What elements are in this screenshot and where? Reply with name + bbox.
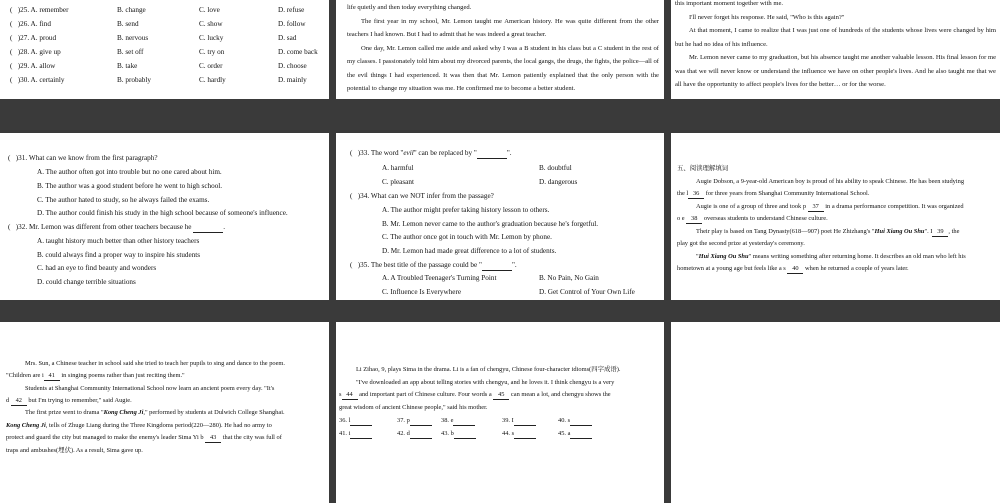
answer-blank-44: 44: [342, 390, 358, 400]
page-6: [671, 133, 1000, 300]
answer-label: 36. l: [339, 417, 351, 424]
page-9-blank: [671, 322, 1000, 503]
option-c: C. Influence Is Everywhere: [382, 288, 462, 296]
option-d: D. mainly: [278, 76, 307, 84]
answer-blank: [482, 261, 512, 271]
option-c: C. had an eye to find beauty and wonders: [37, 264, 157, 272]
question-number: ( )26. A. find: [10, 20, 51, 28]
answer-blank-39: 39: [932, 227, 948, 237]
drama-title: Kong Cheng Ji: [6, 422, 46, 429]
text-fragment: o e: [677, 215, 685, 222]
page-5: [336, 133, 664, 300]
text-fragment: ": [696, 253, 699, 260]
answer-line: [350, 416, 372, 426]
answer-label: 44. s: [502, 430, 515, 437]
option-c: C. lucky: [199, 34, 224, 42]
option-b: B. change: [117, 6, 146, 14]
text-fragment: in a drama performance competition. It was organized: [825, 203, 964, 210]
text-fragment: the l: [677, 190, 689, 197]
question-number: ( )25. A. remember: [10, 6, 69, 14]
answer-line: [453, 416, 475, 426]
option-b: B. No Pain, No Gain: [539, 274, 599, 282]
option-a: A. harmful: [382, 164, 414, 172]
text-fragment: "Children are i: [6, 372, 44, 379]
answer-blank-38: 38: [686, 214, 702, 224]
text-fragment: protect and guard the city but managed to make the enemy's leader Sima Yi b: [6, 434, 204, 441]
text-fragment: and important part of Chinese culture. Four words a: [359, 391, 492, 398]
quoted-word: evil: [403, 149, 414, 157]
text-fragment: Augie is one of a group of three and took p: [696, 203, 807, 210]
option-c: C. The author once got in touch with Mr. Lemon by phone.: [382, 233, 552, 241]
answer-label: 40. s: [558, 417, 571, 424]
option-d: D. Mr. Lemon had made great difference to a lot of students.: [382, 247, 557, 255]
passage-text: [347, 1, 659, 96]
option-b: B. could always find a proper way to inspire his students: [37, 251, 201, 259]
option-a: A. taught history much better than other history teachers: [37, 237, 200, 245]
answer-blank-40: 40: [787, 264, 803, 274]
text-fragment: overseas students to understand Chinese culture.: [703, 215, 828, 222]
text-line: [677, 189, 869, 199]
question-34: ( )34. What can we NOT infer from the passage?: [350, 192, 494, 200]
text-line: [677, 214, 828, 224]
text-fragment: ". I: [924, 228, 933, 235]
text-line: [677, 264, 909, 274]
option-a: A. The author often got into trouble but no one cared about him.: [37, 168, 222, 176]
question-33: [350, 149, 512, 159]
question-text: " can be replaced by ": [413, 149, 477, 157]
option-d: D. dangerous: [539, 178, 578, 186]
paragraph: At that moment, I came to realize that I was just one of hundreds of the students whose lives were changed by him but he had no idea of his influence.: [675, 27, 996, 48]
option-b: B. send: [117, 20, 139, 28]
option-b: B. probably: [117, 76, 151, 84]
answer-blank-37: 37: [808, 202, 824, 212]
question-text: ( )33. The word ": [350, 149, 404, 157]
text-line: Mrs. Sun, a Chinese teacher in school said she tried to teach her pupils to sing and dance to the poem.: [25, 360, 286, 367]
question-number: ( )28. A. give up: [10, 48, 61, 56]
question-text: ".: [506, 149, 512, 157]
answer-blank-42: 42: [11, 396, 27, 406]
answer-blank-43: 43: [205, 433, 221, 443]
option-d: D. come back: [278, 48, 318, 56]
paragraph: I'll never forget his response. He said, "Who is this again?": [689, 13, 845, 21]
page-4: [0, 133, 329, 300]
answer-blank-45: 45: [493, 390, 509, 400]
option-b: B. take: [117, 62, 138, 70]
question-text: ( )35. The best title of the passage could be ": [350, 261, 482, 269]
text-fragment: in singing poems rather than just reciting them.": [61, 372, 185, 379]
option-a: A. The author might prefer taking history lesson to others.: [382, 206, 550, 214]
page-1: [0, 0, 329, 99]
text-line: [696, 227, 959, 237]
question-text: ".: [511, 261, 517, 269]
option-c: C. try on: [199, 48, 225, 56]
paragraph: The first year in my school, Mr. Lemon taught me American history. He was quite different from the other teachers I had known. But I had to admit that he was indeed a great teacher.: [347, 17, 659, 38]
text-line: Augie Dobson, a 9-year-old American boy is proud of his ability to speak Chinese. He has been studying: [696, 178, 965, 185]
option-d: D. sad: [278, 34, 297, 42]
answer-line: [410, 416, 432, 426]
answer-blank-41: 41: [44, 371, 60, 381]
option-c: C. The author hated to study, so he always failed the exams.: [37, 196, 210, 204]
text-fragment: The first prize went to drama ": [25, 409, 104, 416]
option-b: B. The author was a good student before he went to high school.: [37, 182, 223, 190]
answer-line: [514, 416, 536, 426]
paragraph: Mr. Lemon never came to my graduation, but his absence taught me another valuable lesson. His final lesson for me was that we will never know or understand the influence we have on other people's lives. And he also taught me that we all have the opportunity to affect people's lives for the better… or for the worse.: [675, 54, 996, 88]
paragraph: life quietly and then today everything changed.: [347, 4, 472, 11]
answer-line: [350, 429, 372, 439]
option-b: B. Mr. Lemon never came to the author's graduation because he's forgetful.: [382, 220, 599, 228]
option-c: C. show: [199, 20, 223, 28]
option-d: D. The author could finish his study in the high school because of someone's influence.: [37, 209, 288, 217]
answer-line: [454, 429, 476, 439]
answer-label: 43. b: [441, 430, 454, 437]
option-c: C. pleasant: [382, 178, 414, 186]
text-fragment: can mean a lot, and chengyu shows the: [510, 391, 611, 398]
text-line: Students at Shanghai Community International School now learn an ancient poem every day. "It's: [25, 385, 275, 392]
answer-label: 39. I: [502, 417, 514, 424]
answer-label: 42. d: [397, 430, 410, 437]
drama-title: Kong Cheng Ji: [103, 409, 144, 416]
text-line: [6, 421, 272, 430]
text-line: [25, 408, 285, 417]
paragraph: this important moment together with me.: [675, 0, 784, 7]
text-fragment: " means writing something after returning home. It describes an old man who left his: [748, 253, 966, 260]
text-line: [696, 252, 966, 261]
answer-line: [570, 416, 592, 426]
answer-line: [410, 429, 432, 439]
option-b: B. set off: [117, 48, 144, 56]
text-fragment: that the city was full of: [222, 434, 282, 441]
text-line: [696, 202, 964, 212]
paragraph: One day, Mr. Lemon called me aside and asked why I was a B student in his class but a C student in the rest of my classes. I passionately told him about my divorced parents, the local gangs, the drugs, the fights, the police—all of the evil things I had experienced. It was then that Mr. Lemon patiently explained that the only person with the potential to change my situation was me. He confirmed me to become a better student.: [347, 44, 659, 92]
option-d: D. choose: [278, 62, 307, 70]
question-35: [350, 261, 517, 271]
poem-title: Hui Xiang Ou Shu: [698, 253, 749, 260]
option-c: C. love: [199, 6, 220, 14]
page-2: [336, 0, 664, 99]
text-line: [6, 433, 282, 443]
question-text: ( )32. Mr. Lemon was different from other teachers because he: [8, 223, 192, 231]
text-line: [6, 371, 185, 381]
question-number: ( )30. A. certainly: [10, 76, 65, 84]
answer-blank: [193, 223, 223, 233]
text-fragment: for three years from Shanghai Community International School.: [705, 190, 870, 197]
text-line: great wisdom of ancient Chinese people," said his mother.: [339, 404, 488, 411]
passage-text: [675, 0, 996, 92]
text-line: [339, 390, 611, 400]
option-a: A. A Troubled Teenager's Turning Point: [382, 274, 497, 282]
answer-label: 37. p: [397, 417, 410, 424]
option-d: D. Get Control of Your Own Life: [539, 288, 635, 296]
section-heading: 五、阅读理解填词: [677, 165, 729, 172]
answer-line: [514, 429, 536, 439]
text-fragment: , the: [948, 228, 960, 235]
answer-label: 41. i: [339, 430, 351, 437]
page-8: [336, 322, 664, 503]
answer-line: [570, 429, 592, 439]
option-d: D. follow: [278, 20, 306, 28]
text-fragment: when he returned a couple of years later.: [805, 265, 909, 272]
answer-blank: [477, 149, 507, 159]
text-line: [6, 396, 132, 406]
option-c: C. order: [199, 62, 223, 70]
option-b: B. nervous: [117, 34, 149, 42]
question-number: ( )29. A. allow: [10, 62, 56, 70]
text-line: "I've downloaded an app about telling stories with chengyu, and he loves it. I think chengyu is a very: [356, 379, 615, 386]
option-c: C. hardly: [199, 76, 226, 84]
answer-label: 38. e: [441, 417, 454, 424]
text-fragment: , tells of Zhuge Liang during the Three Kingdoms period(220—280). He had no army to: [45, 422, 272, 429]
option-b: B. doubtful: [539, 164, 572, 172]
page-3: [671, 0, 1000, 99]
question-31: ( )31. What can we know from the first paragraph?: [8, 154, 158, 162]
question-32: ( )32. Mr. Lemon was different from other teachers because he .: [8, 223, 226, 231]
page-7: [0, 322, 329, 503]
answer-label: 45. a: [558, 430, 571, 437]
option-d: D. could change terrible situations: [37, 278, 136, 286]
question-number: ( )27. A. proud: [10, 34, 57, 42]
text-line: Li Zihao, 9, plays Sima in the drama. Li is a fan of chengyu, Chinese four-character idioms(四字成语).: [356, 366, 621, 373]
text-fragment: d: [6, 397, 10, 404]
text-line: play got the second prize at yesterday's ceremony.: [677, 240, 805, 247]
text-fragment: but I'm trying to remember," said Augie.: [28, 397, 132, 404]
text-fragment: s: [339, 391, 342, 398]
poem-title: Hui Xiang Ou Shu: [874, 228, 925, 235]
text-fragment: ," performed by students at Dulwich College Shanghai.: [143, 409, 285, 416]
text-line: traps and ambushes(埋伏). As a result, Sima gave up.: [6, 447, 143, 454]
answer-blank-36: 36: [688, 189, 704, 199]
text-fragment: hometown at a young age but feels like a s: [677, 265, 786, 272]
text-fragment: Their play is based on Tang Dynasty(618—907) poet He Zhizhang's ": [696, 228, 875, 235]
option-d: D. refuse: [278, 6, 305, 14]
